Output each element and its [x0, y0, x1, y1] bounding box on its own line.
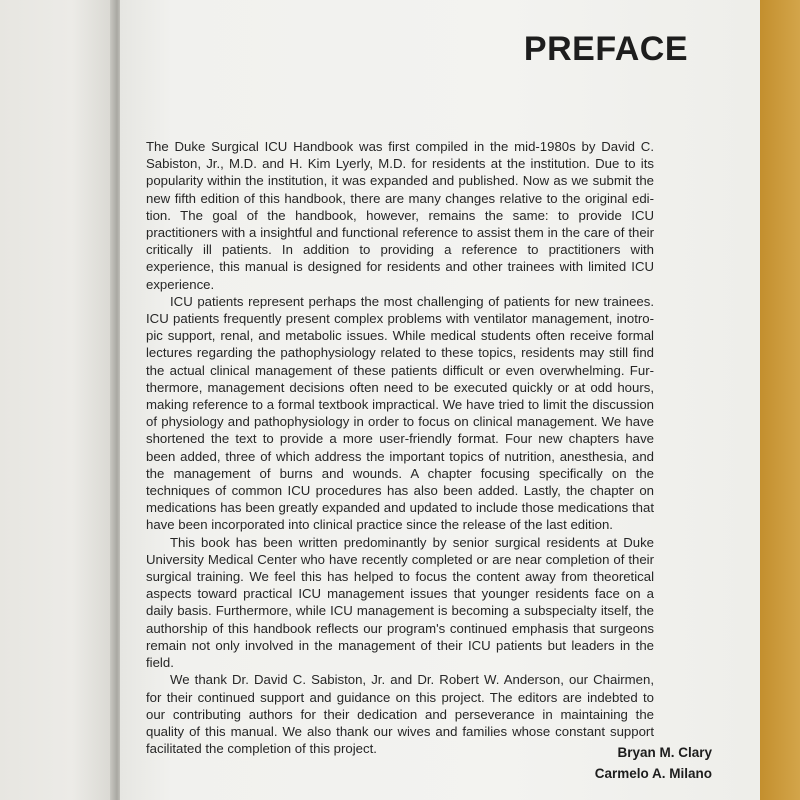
editor-signatures: [595, 742, 712, 784]
paragraph-3: This book has been written predominantly by senior surgical residents at Duke University Medical Center who have recently completed or are near completion of their surgical training. We feel this has helped to focus the content away from theoretical aspects toward practical ICU management issues that younger residents face on a daily basis. Furthermore, while ICU management is becoming a subspecialty itself, the authorship of this handbook reflects our program's continued emphasis that surgeons remain not only involved in the management of their ICU patients but leaders in the field.: [146, 534, 654, 671]
editor-name-2: Carmelo A. Milano: [594, 766, 712, 781]
facing-page: [0, 0, 120, 800]
editor-name-1: Bryan M. Clary: [617, 745, 712, 760]
paragraph-1: The Duke Surgical ICU Handbook was first compiled in the mid-1980s by David C. Sabiston, Jr., M.D. and H. Kim Lyerly, M.D. for residents at the institution. Due to its popularity within the institution, it was expanded and published. Now as we submit the new fifth edition of this handbook, there are many changes relative to the original edition. The goal of the handbook, however, remains the same: to provide ICU practitioners with a insightful and functional reference to assist them in the care of their critically ill patients. In addition to providing a reference to practitioners with experience, this manual is designed for residents and other trainees with limited ICU experience.: [146, 139, 654, 292]
paragraph-4: We thank Dr. David C. Sabiston, Jr. and Dr. Robert W. Anderson, our Chairmen, for their continued support and guidance on this project. The editors are indebted to our contributing authors for their dedication and perseverance in maintaining the quality of this manual. We also thank our wives and families whose constant support facilitated the completion of this project.: [146, 672, 654, 757]
background-surface: [760, 0, 800, 800]
preface-body: [146, 138, 654, 757]
paragraph-2: ICU patients represent perhaps the most challenging of patients for new trainees. ICU patients frequently present complex problems with ventilator management, inotropic support, renal, and metabolic issues. While medical students often receive formal lectures regarding the pathophysiology related to these topics, residents may still find the actual clinical management of these patients difficult or even overwhelming. Furthermore, management decisions often need to be executed quickly or at odd hours, making reference to a formal textbook impractical. We have tried to limit the discussion of physiology and pathophysiology in order to focus on clinical management. We have shortened the text to provide a more user-friendly format. Four new chapters have been added, three of which address the important topics of nutrition, anesthesia, and the management of burns and wounds. A chapter focusing specifically on the techniques of common ICU procedures has also been added. Lastly, the chapter on medications has been greatly expanded and updated to include those medications that have been incorporated into clinical practice since the release of the last edition.: [146, 293, 654, 533]
page-title: PREFACE: [523, 30, 688, 68]
